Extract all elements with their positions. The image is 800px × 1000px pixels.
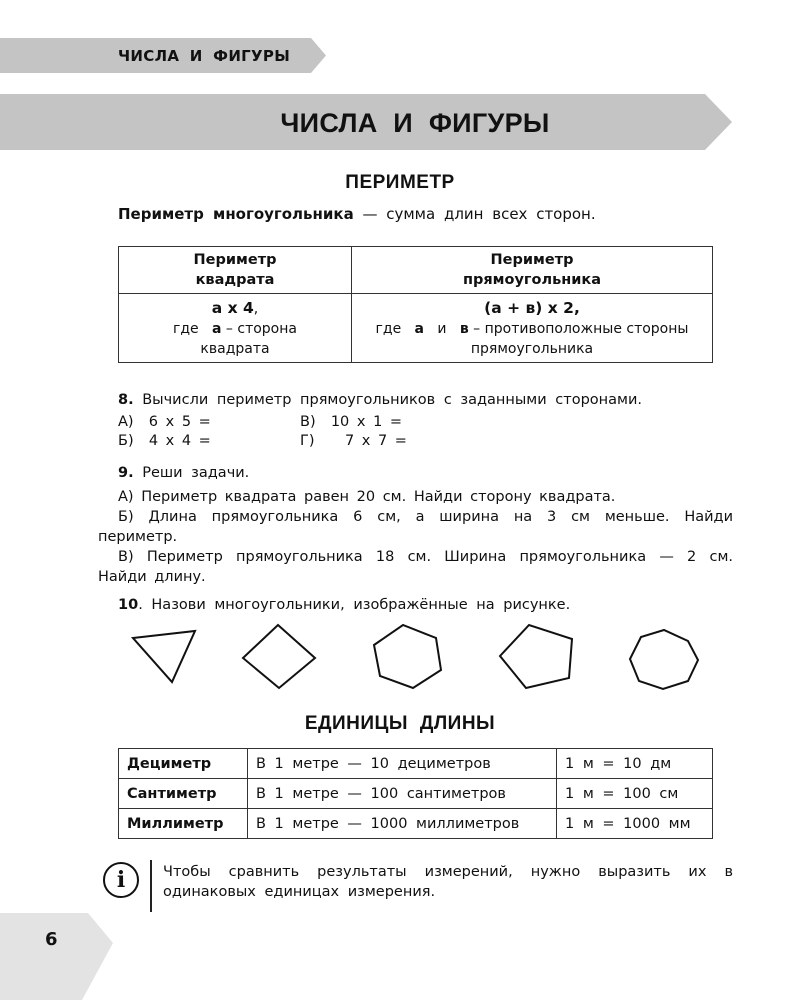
info-note-text: Чтобы сравнить результаты измерений, нужно выразить их в одинаковых единицах измерения. <box>163 864 733 900</box>
task-10-prompt: 10. Назови многоугольники, изображённые на рисунке. <box>118 597 571 613</box>
task-8-option-a: А) 6 х 5 = <box>118 414 211 430</box>
task-8-prompt: 8. Вычисли периметр прямоугольников с заданными сторонами. <box>118 392 642 408</box>
info-icon: i <box>103 862 139 898</box>
rectangle-formula: (а + в) х 2 <box>484 298 574 317</box>
note-divider <box>150 860 152 912</box>
cell-rectangle-formula: (а + в) х 2, где а и в – противоположные стороны прямоугольника <box>352 294 713 363</box>
task-8-option-g: Г) 7 х 7 = <box>300 433 407 449</box>
header-square: Периметр квадрата <box>119 247 352 294</box>
header-rectangle: Периметр прямоугольника <box>352 247 713 294</box>
length-units-table <box>118 748 713 839</box>
task-9-problem-b: Б) Длина прямоугольника 6 см, а ширина на 3 см меньше. Найди периметр. <box>98 509 733 545</box>
running-header-title: ЧИСЛА И ФИГУРЫ <box>118 47 291 65</box>
table-row: Миллиметр В 1 метре — 1000 миллиметров 1 м = 1000 мм <box>119 809 713 839</box>
hexagon-shape <box>374 625 441 688</box>
square-formula: а х 4 <box>211 298 254 317</box>
square-shape <box>243 625 315 688</box>
page-number: 6 <box>45 929 58 950</box>
task-9-prompt: 9. Реши задачи. <box>118 465 250 481</box>
triangle-shape <box>133 631 195 682</box>
section-title-perimeter: ПЕРИМЕТР <box>345 172 455 193</box>
table-row: Дециметр В 1 метре — 10 дециметров 1 м = 10 дм <box>119 749 713 779</box>
task-8-option-v: В) 10 х 1 = <box>300 414 403 430</box>
definition-text: — сумма длин всех сторон. <box>353 205 596 223</box>
task-8-option-b: Б) 4 х 4 = <box>118 433 211 449</box>
task-9-problem-v: В) Периметр прямоугольника 18 см. Ширина прямоугольника — 2 см. Найди длину. <box>98 549 734 585</box>
definition-term: Периметр многоугольника <box>118 205 354 223</box>
octagon-shape <box>630 630 698 689</box>
chapter-title: ЧИСЛА И ФИГУРЫ <box>280 108 550 138</box>
task-9-problem-a: А) Периметр квадрата равен 20 см. Найди сторону квадрата. <box>118 489 616 505</box>
pentagon-shape <box>500 625 572 688</box>
table-row: Сантиметр В 1 метре — 100 сантиметров 1 м = 100 см <box>119 779 713 809</box>
section-title-units: ЕДИНИЦЫ ДЛИНЫ <box>304 713 496 734</box>
cell-square-formula: а х 4, где а – сторона квадрата <box>119 294 352 363</box>
